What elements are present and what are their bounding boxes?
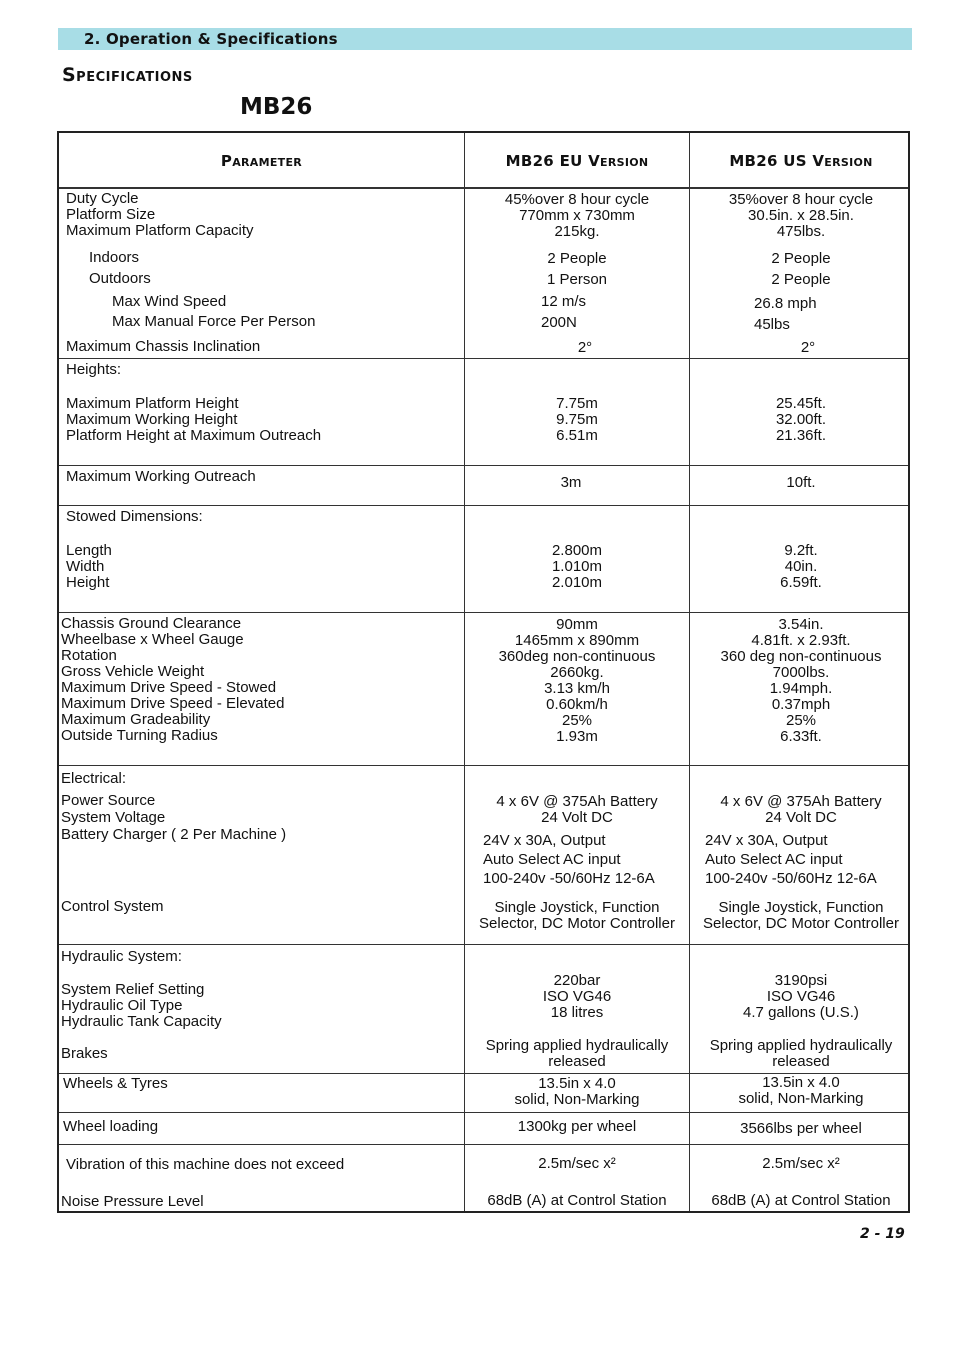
row-divider [59,1144,908,1145]
vibration-label: Vibration of this machine does not exceed [66,1156,345,1173]
noise-label: Noise Pressure Level [61,1193,204,1210]
wheels-us: 13.5in x 4.0 solid, Non-Marking [738,1074,864,1107]
brakes-eu: Spring applied hydraulically released [485,1037,669,1070]
chassis-eu: 90mm 1465mm x 890mm 360deg non-continuous 2660kg. 3.13 km/h 0.60km/h 25% 1.93m [498,616,656,745]
manual-force-us: 45lbs [754,316,790,333]
manual-force-eu: 200N [541,314,577,331]
brakes-label: Brakes [61,1045,108,1062]
header-parameter: Parameter [220,151,303,170]
header-us-version: MB26 US Version [729,151,873,170]
stowed-param: Length Width Height [66,542,112,591]
row-divider [59,1112,908,1113]
wind-speed-eu: 12 m/s [541,293,587,310]
control-system-us: Single Joystick, Function Selector, DC Motor Controller [703,899,899,932]
inclination-label: Maximum Chassis Inclination [66,338,261,355]
row-divider [59,944,908,945]
chassis-param: Chassis Ground Clearance Wheelbase x Wheel Gauge Rotation Gross Vehicle Weight Maximum Drive Speed - Stowed Maximum Drive Speed - Elevated Maximum Gradeability Outside Turning Radius [61,615,285,744]
control-system-label: Control System [61,898,164,915]
page-number: 2 - 19 [860,1226,905,1242]
stowed-title: Stowed Dimensions: [66,508,203,525]
hydraulic-eu: 220bar ISO VG46 18 litres [542,972,612,1021]
section-header-bar [58,28,912,50]
hydraulic-title: Hydraulic System: [61,948,182,965]
heights-eu: 7.75m 9.75m 6.51m [556,395,598,444]
general-param: Duty Cycle Platform Size Maximum Platform Capacity [66,190,254,239]
hydraulic-us: 3190psi ISO VG46 4.7 gallons (U.S.) [743,972,859,1021]
vibration-us: 2.5m/sec x² [762,1155,840,1172]
stowed-eu: 2.800m 1.010m 2.010m [551,542,603,591]
chassis-us: 3.54in. 4.81ft. x 2.93ft. 360 deg non-continuous 7000lbs. 1.94mph. 0.37mph 25% 6.33ft. [720,616,882,745]
wheel-loading-us: 3566lbs per wheel [740,1120,862,1137]
section-title: 2. Operation & Specifications [84,30,338,48]
brakes-us: Spring applied hydraulically released [709,1037,893,1070]
wind-speed-us: 26.8 mph [754,295,817,312]
row-divider [59,505,908,506]
specifications-table [57,131,910,1213]
hydraulic-param: System Relief Setting Hydraulic Oil Type Hydraulic Tank Capacity [61,981,222,1030]
general-eu: 45%over 8 hour cycle 770mm x 730mm 215kg. [504,191,650,240]
outreach-label: Maximum Working Outreach [66,468,256,485]
outdoors-eu: 1 Person [546,271,608,288]
vibration-eu: 2.5m/sec x² [538,1155,616,1172]
power-source-eu: 4 x 6V @ 375Ah Battery 24 Volt DC [496,793,658,826]
outreach-eu: 3m [560,474,582,491]
indoors-eu: 2 People [547,250,607,267]
noise-us: 68dB (A) at Control Station [711,1192,891,1209]
page-heading: Specifications [62,64,193,86]
outdoors-label: Outdoors [89,270,151,287]
row-divider [59,765,908,766]
manual-force-label: Max Manual Force Per Person [112,313,316,330]
indoors-label: Indoors [89,249,140,266]
outdoors-us: 2 People [771,271,831,288]
indoors-us: 2 People [771,250,831,267]
charger-eu: 24V x 30A, Output Auto Select AC input 100-240v -50/60Hz 12-6A [483,832,655,887]
electrical-param: Power Source System Voltage Battery Charger ( 2 Per Machine ) [61,792,287,843]
wheel-loading-label: Wheel loading [63,1118,159,1135]
header-eu-version: MB26 EU Version [505,151,649,170]
row-divider [59,465,908,466]
general-us: 35%over 8 hour cycle 30.5in. x 28.5in. 475lbs. [728,191,874,240]
wheel-loading-eu: 1300kg per wheel [517,1118,637,1135]
charger-us: 24V x 30A, Output Auto Select AC input 100-240v -50/60Hz 12-6A [705,832,877,887]
control-system-eu: Single Joystick, Function Selector, DC Motor Controller [479,899,675,932]
wind-speed-label: Max Wind Speed [112,293,227,310]
inclination-us: 2° [800,339,816,356]
heights-us: 25.45ft. 32.00ft. 21.36ft. [775,395,827,444]
power-source-us: 4 x 6V @ 375Ah Battery 24 Volt DC [720,793,882,826]
inclination-eu: 2° [577,339,593,356]
wheels-label: Wheels & Tyres [63,1075,168,1092]
electrical-title: Electrical: [61,770,127,787]
row-divider [59,358,908,359]
wheels-eu: 13.5in x 4.0 solid, Non-Marking [514,1075,640,1108]
heights-param: Maximum Platform Height Maximum Working Height Platform Height at Maximum Outreach [66,395,322,444]
row-divider [59,612,908,613]
noise-eu: 68dB (A) at Control Station [487,1192,667,1209]
heights-title: Heights: [66,361,122,378]
outreach-us: 10ft. [786,474,816,491]
model-title: MB26 [240,94,313,120]
stowed-us: 9.2ft. 40in. 6.59ft. [780,542,822,591]
